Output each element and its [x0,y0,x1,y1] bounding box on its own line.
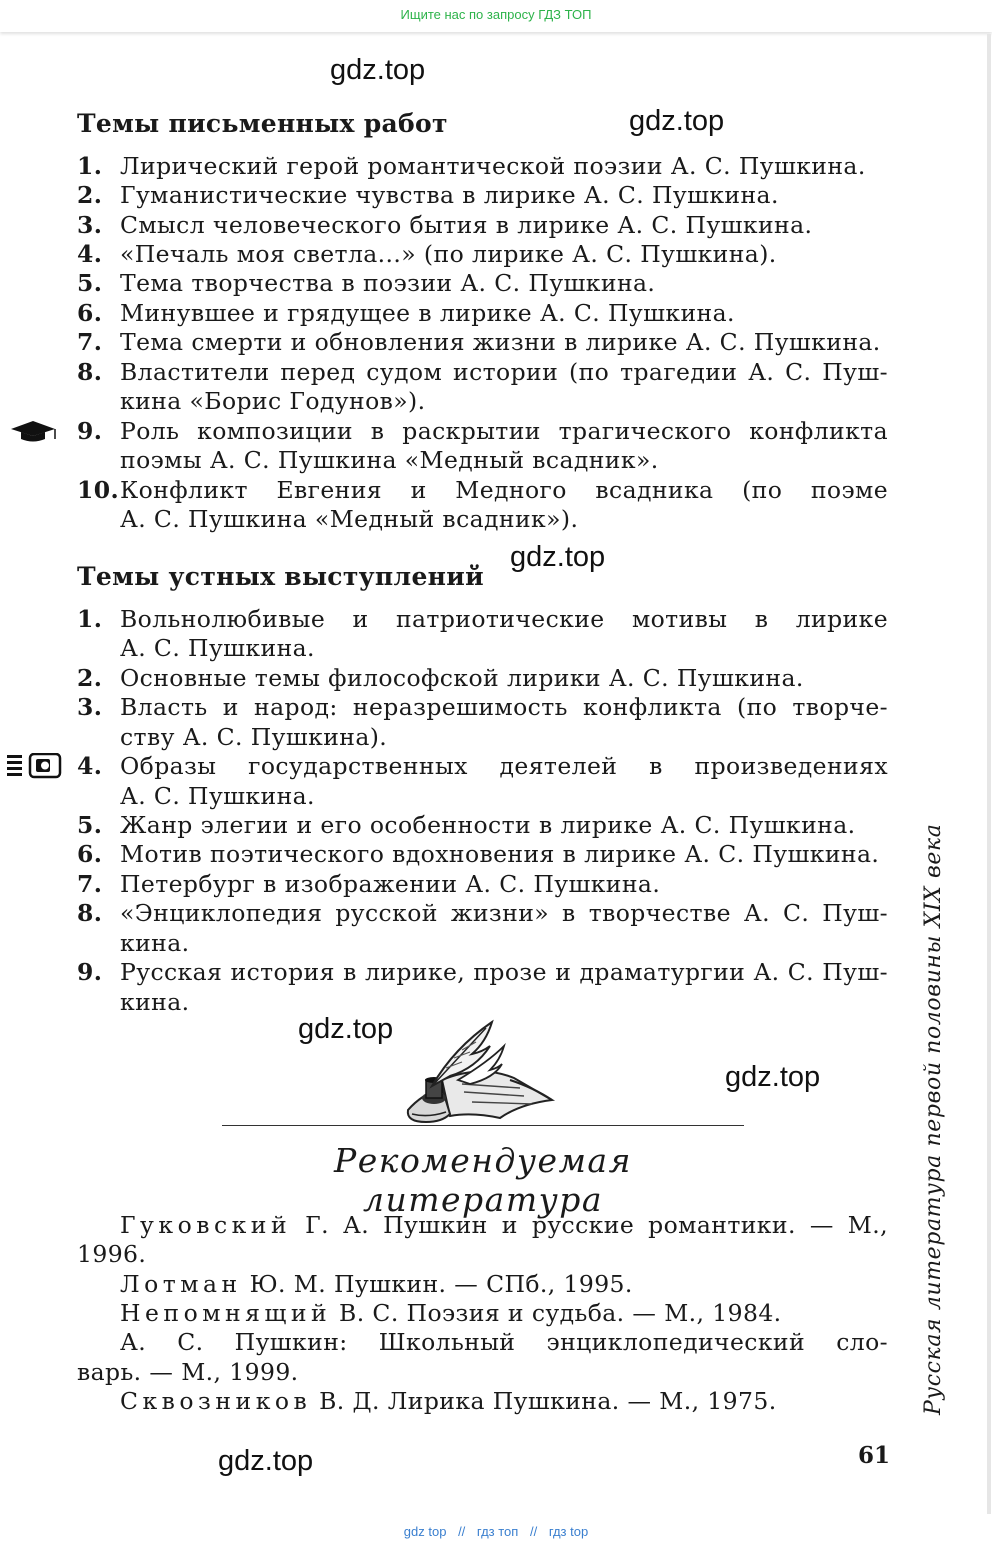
watermark: gdz.top [510,541,606,573]
reference-item: Сквозников В. Д. Лирика Пушкина. — М., 1975. [120,1387,777,1415]
footer-link[interactable]: гдз top [548,1524,589,1539]
list-item-continuation: А. С. Пушкина. [120,782,315,810]
top-banner[interactable]: Ищите нас по запросу ГДЗ ТОП [0,0,992,32]
page-number: 61 [858,1442,891,1469]
watermark: gdz.top [330,54,426,86]
list-item-continuation: А. С. Пушкина «Медный всадник»). [120,505,579,533]
reference-item: Гуковский Г. А. Пушкин и русские романтики. — М., [120,1211,888,1239]
reference-continuation: 1996. [77,1240,147,1268]
watermark: gdz.top [218,1445,314,1477]
side-running-title: Русская литература первой половины XIX века [921,823,946,1415]
list-item-continuation: кина. [120,988,190,1016]
literature-heading: Рекомендуемая литература [334,1141,632,1219]
list-item-continuation: поэмы А. С. Пушкина «Медный всадник». [120,446,659,474]
section-divider [222,1125,744,1126]
watermark: gdz.top [298,1013,394,1045]
reference-item: А. С. Пушкин: Школьный энциклопедический сло- [120,1328,888,1356]
list-item-continuation: ству А. С. Пушкина). [120,723,388,751]
reference-continuation: варь. — М., 1999. [77,1358,299,1386]
footer-link[interactable]: гдз топ [476,1524,519,1539]
quill-inkwell-illustration [402,1018,562,1126]
oral-topics-heading: Темы устных выступлений [77,562,484,591]
graduation-cap-icon [9,419,61,443]
reference-item: Непомнящий В. С. Поэзия и судьба. — М., 1984. [120,1299,782,1327]
written-topics-heading: Темы письменных работ [77,109,448,138]
list-item-continuation: А. С. Пушкина. [120,634,315,662]
footer-separator: // [529,1524,538,1539]
reference-item: Лотман Ю. М. Пушкин. — СПб., 1995. [120,1270,633,1298]
watermark: gdz.top [629,105,725,137]
list-item-continuation: кина «Борис Годунов»). [120,387,426,415]
watermark: gdz.top [725,1061,821,1093]
list-item-continuation: кина. [120,929,190,957]
footer-link[interactable]: gdz top [403,1524,447,1539]
bottom-links [0,1524,992,1539]
page-edge [987,34,991,1514]
presentation-icon [6,753,62,779]
footer-separator: // [458,1524,466,1539]
